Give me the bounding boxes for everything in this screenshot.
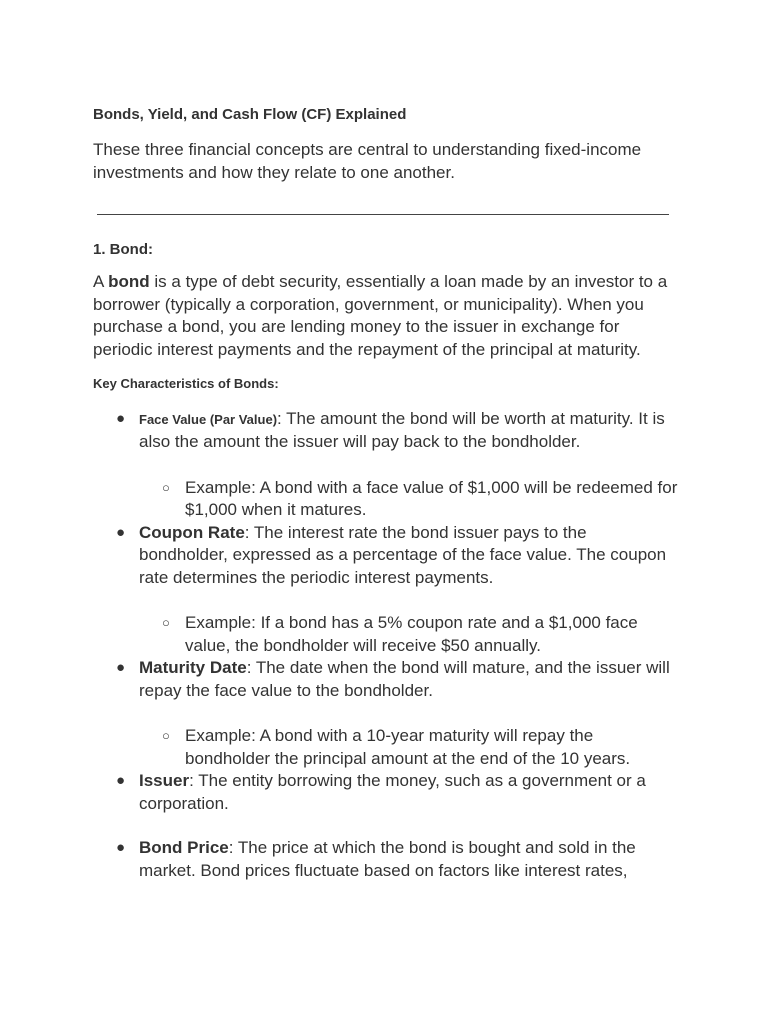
example-maturity-date: [139, 725, 678, 770]
bullet-icon: ●: [116, 659, 126, 677]
example-face-value-text: Example: A bond with a face value of $1,000 will be redeemed for $1,000 when it matures.: [185, 477, 678, 520]
text-coupon-rate: : The interest rate the bond issuer pays to the bondholder, expressed as a percentage of the face value. The coupon rate determines the periodic interest payments.: [139, 522, 667, 587]
list-item-face-value: [93, 408, 678, 522]
sub-bullet-icon: ○: [162, 615, 170, 631]
intro-paragraph: These three financial concepts are central to understanding fixed-income investments and how they relate to one another.: [93, 140, 642, 182]
term-issuer: Issuer: [139, 771, 190, 791]
example-coupon-rate: [139, 612, 678, 657]
term-coupon-rate: Coupon Rate: [139, 522, 245, 542]
key-characteristics-heading: Key Characteristics of Bonds:: [93, 375, 279, 391]
text-issuer: : The entity borrowing the money, such as a government or a corporation.: [139, 771, 646, 813]
list-item-issuer: [93, 770, 678, 815]
list-item-bond-price: [93, 837, 678, 882]
example-coupon-rate-text: Example: If a bond has a 5% coupon rate and a $1,000 face value, the bondholder will receive $50 annually.: [185, 613, 638, 655]
section-heading-bond: 1. Bond:: [93, 241, 153, 258]
bullet-icon: ●: [116, 409, 126, 427]
maturity-date-sub-list: [139, 725, 678, 770]
sub-bullet-icon: ○: [162, 728, 170, 744]
document-page: [93, 104, 678, 882]
bullet-icon: ●: [116, 523, 126, 541]
bullet-icon: ●: [116, 772, 126, 790]
example-face-value: [139, 477, 678, 522]
term-bond-price: Bond Price: [139, 838, 229, 858]
list-item-coupon-rate: [93, 522, 678, 658]
example-maturity-date-text: Example: A bond with a 10-year maturity will repay the bondholder the principal amount at the end of the 10 years.: [185, 726, 631, 768]
bond-definition-text: is a type of debt security, essentially a loan made by an investor to a borrower (typically a corporation, government, or municipality). When you purchase a bond, you are lending money to the issuer in exchange for periodic interest payments and the repayment of the principal at maturity.: [93, 272, 668, 360]
text-bond-price: : The price at which the bond is bought and sold in the market. Bond prices fluctuate based on factors like interest rates,: [139, 838, 636, 880]
sub-bullet-icon: ○: [162, 479, 170, 495]
bullet-icon: ●: [116, 839, 126, 857]
coupon-rate-sub-list: [139, 612, 678, 657]
bond-definition-prefix: A: [93, 272, 109, 291]
document-title: Bonds, Yield, and Cash Flow (CF) Explained: [93, 106, 407, 123]
bond-definition-term: bond: [108, 272, 150, 291]
text-maturity-date: : The date when the bond will mature, and the issuer will repay the face value to the bondholder.: [139, 658, 670, 700]
text-face-value: : The amount the bond will be worth at maturity. It is also the amount the issuer will pay back to the bondholder.: [139, 408, 665, 452]
face-value-sub-list: [139, 477, 678, 522]
term-maturity-date: Maturity Date: [139, 658, 247, 678]
horizontal-divider: [97, 214, 669, 215]
list-item-maturity-date: [93, 657, 678, 770]
characteristics-list: [93, 408, 678, 883]
term-face-value: Face Value (Par Value): [139, 411, 278, 427]
bond-definition-paragraph: [93, 271, 678, 362]
